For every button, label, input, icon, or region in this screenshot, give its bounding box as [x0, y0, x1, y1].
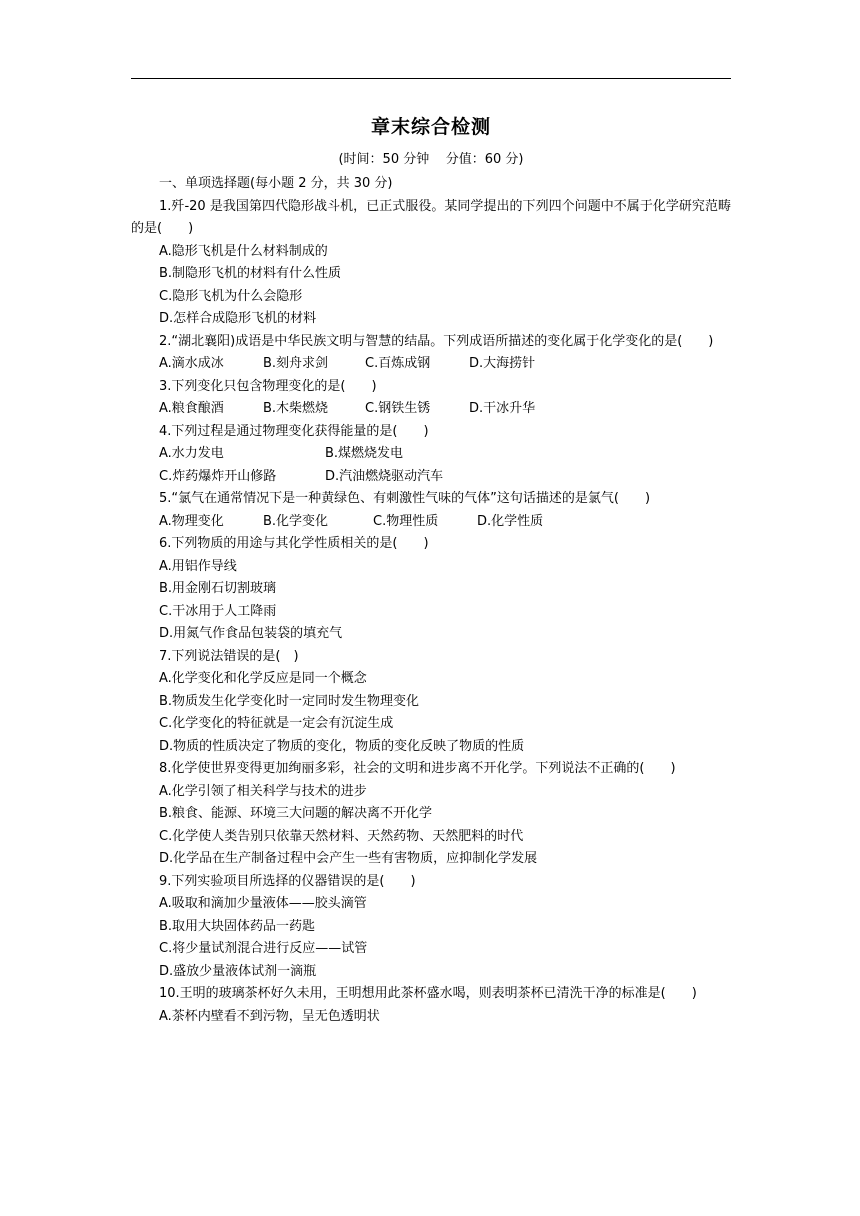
option: A.物理变化 — [159, 513, 224, 529]
option-row — [131, 511, 731, 534]
question-stem: 5.“氯气在通常情况下是一种黄绿色、有刺激性气味的气体”这句话描述的是氯气( ) — [159, 491, 651, 506]
option: B.木柴燃烧 — [263, 401, 329, 416]
option: D.化学品在生产制备过程中会产生一些有害物质，应抑制化学发展 — [159, 851, 538, 866]
option-row — [131, 398, 731, 421]
option: D.用氮气作食品包装袋的填充气 — [159, 626, 343, 641]
option: D.大海捞针 — [469, 356, 536, 371]
option: B.刻舟求剑 — [263, 356, 329, 371]
option: B.粮食、能源、环境三大问题的解决离不开化学 — [159, 806, 433, 821]
page-title: 章末综合检测 — [370, 116, 491, 138]
option: B.制隐形飞机的材料有什么性质 — [159, 266, 342, 281]
header-rule — [131, 78, 731, 79]
option: C.隐形飞机为什么会隐形 — [159, 288, 303, 304]
option: D.化学性质 — [477, 513, 544, 529]
option: C.百炼成钢 — [365, 356, 431, 371]
option: A.吸取和滴加少量液体——胶头滴管 — [159, 896, 367, 911]
option-row — [131, 443, 731, 466]
question-stem: 8.化学使世界变得更加绚丽多彩，社会的文明和进步离不开化学。下列说法不正确的( ) — [159, 761, 676, 776]
option: D.怎样合成隐形飞机的材料 — [159, 311, 317, 326]
option: B.煤燃烧发电 — [325, 446, 404, 461]
option: B.物质发生化学变化时一定同时发生物理变化 — [159, 693, 420, 709]
option: A.隐形飞机是什么材料制成的 — [159, 243, 328, 259]
option: D.汽油燃烧驱动汽车 — [325, 468, 444, 484]
option: C.将少量试剂混合进行反应——试管 — [159, 941, 368, 956]
question-stem: 10.王明的玻璃茶杯好久未用，王明想用此茶杯盛水喝，则表明茶杯已清洗干净的标准是( ) — [159, 986, 697, 1001]
option: A.茶杯内壁看不到污物，呈无色透明状 — [159, 1008, 380, 1024]
question-stem: 2.“湖北襄阳)成语是中华民族文明与智慧的结晶。下列成语所描述的变化属于化学变化的是( ) — [159, 333, 714, 349]
question-stem: 4.下列过程是通过物理变化获得能量的是( ) — [159, 423, 429, 439]
option: B.用金刚石切割玻璃 — [159, 581, 277, 596]
option: D.盛放少量液体试剂一滴瓶 — [159, 963, 317, 979]
option: C.化学使人类告别只依靠天然材料、天然药物、天然肥料的时代 — [159, 828, 524, 844]
question-stem: 7.下列说法错误的是( ) — [159, 648, 299, 664]
option: C.钢铁生锈 — [365, 401, 431, 416]
option: C.干冰用于人工降雨 — [159, 603, 277, 619]
section-heading: 一、单项选择题(每小题 2 分，共 30 分) — [159, 176, 393, 191]
option: C.化学变化的特征就是一定会有沉淀生成 — [159, 716, 394, 731]
option: C.炸药爆炸开山修路 — [159, 468, 277, 484]
option: B.取用大块固体药品一药匙 — [159, 918, 316, 934]
option: D.物质的性质决定了物质的变化，物质的变化反映了物质的性质 — [159, 738, 525, 754]
option-row — [131, 353, 731, 376]
question-stem: 3.下列变化只包含物理变化的是( ) — [159, 378, 377, 394]
option: D.干冰升华 — [469, 401, 536, 416]
option: A.化学变化和化学反应是同一个概念 — [159, 671, 367, 686]
question-stem: 6.下列物质的用途与其化学性质相关的是( ) — [159, 536, 429, 551]
exam-body — [131, 173, 731, 1028]
option: A.粮食酿酒 — [159, 401, 224, 416]
option: A.用铝作导线 — [159, 558, 237, 574]
option: A.滴水成冰 — [159, 356, 224, 371]
option: C.物理性质 — [373, 513, 439, 529]
exam-time-score: (时间：50 分钟 分值：60 分) — [338, 152, 524, 167]
option: A.水力发电 — [159, 446, 224, 461]
option-row — [131, 466, 731, 489]
option: B.化学变化 — [263, 513, 329, 529]
option: A.化学引领了相关科学与技术的进步 — [159, 783, 367, 799]
question-stem: 9.下列实验项目所选择的仪器错误的是( ) — [159, 873, 416, 889]
question-stem: 1.歼-20 是我国第四代隐形战斗机，已正式服役。某同学提出的下列四个问题中不属于化学研究范畴的是( ) — [131, 198, 731, 236]
